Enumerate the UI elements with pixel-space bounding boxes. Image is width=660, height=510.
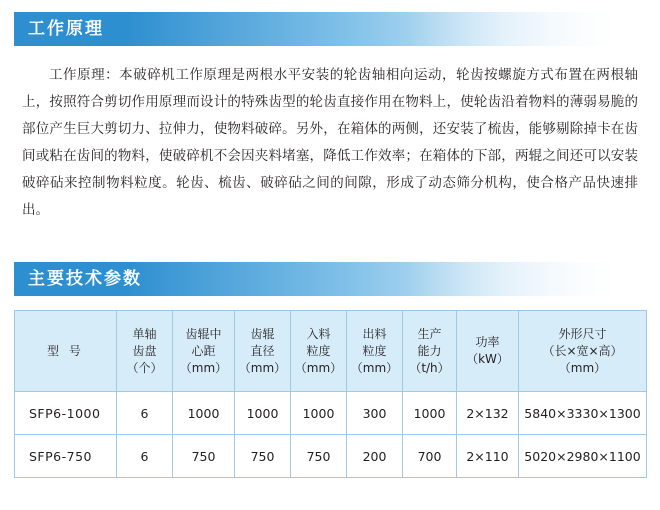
cell-model: SFP6-1000 xyxy=(15,392,117,435)
section-title-principle: 工作原理 xyxy=(28,19,104,39)
col-header-capacity: 生产 能力 （t/h） xyxy=(403,311,457,392)
col-header-disks: 单轴 齿盘 （个） xyxy=(117,311,173,392)
cell-center-distance: 1000 xyxy=(173,392,235,435)
col-header-model: 型 号 xyxy=(15,311,117,392)
section-header-principle xyxy=(14,12,646,46)
cell-dimensions: 5840×3330×1300 xyxy=(519,392,647,435)
col-header-center-distance: 齿辊中 心距 （mm） xyxy=(173,311,235,392)
cell-discharge-size: 300 xyxy=(347,392,403,435)
spec-table-wrapper xyxy=(14,310,646,478)
document-page xyxy=(0,12,660,510)
cell-disks: 6 xyxy=(117,392,173,435)
cell-power: 2×132 xyxy=(457,392,519,435)
section-header-bar xyxy=(14,12,646,46)
section-title-parameters: 主要技术参数 xyxy=(28,269,142,289)
spec-table-head xyxy=(15,311,647,392)
cell-model: SFP6-750 xyxy=(15,435,117,478)
cell-discharge-size: 200 xyxy=(347,435,403,478)
cell-capacity: 1000 xyxy=(403,392,457,435)
cell-feed-size: 750 xyxy=(291,435,347,478)
section-header-parameters xyxy=(14,262,646,296)
cell-feed-size: 1000 xyxy=(291,392,347,435)
cell-roller-diameter: 750 xyxy=(235,435,291,478)
table-row xyxy=(15,435,647,478)
cell-dimensions: 5020×2980×1100 xyxy=(519,435,647,478)
col-header-discharge-size: 出料 粒度 （mm） xyxy=(347,311,403,392)
cell-capacity: 700 xyxy=(403,435,457,478)
spec-table-body xyxy=(15,392,647,478)
col-header-power: 功率 （kW） xyxy=(457,311,519,392)
table-header-row xyxy=(15,311,647,392)
col-header-feed-size: 入料 粒度 （mm） xyxy=(291,311,347,392)
principle-paragraph: 工作原理：本破碎机工作原理是两根水平安装的轮齿轴相向运动，轮齿按螺旋方式布置在两根轴上，按照符合剪切作用原理而设计的特殊齿型的轮齿直接作用在物料上，使轮齿沿着物料的薄弱易脆的部位产生巨大剪切力、拉伸力，使物料破碎。另外，在箱体的两侧，还安装了梳齿，能够剔除掉卡在齿间或粘在齿间的物料，使破碎机不会因夹料堵塞，降低工作效率；在箱体的下部，两辊之间还可以安装破碎砧来控制物料粒度。轮齿、梳齿、破碎砧之间的间隙，形成了动态筛分机构，使合格产品快速排出。 xyxy=(22,67,638,218)
cell-center-distance: 750 xyxy=(173,435,235,478)
col-header-roller-diameter: 齿辊 直径 （mm） xyxy=(235,311,291,392)
col-header-dimensions: 外形尺寸 （长×宽×高） （mm） xyxy=(519,311,647,392)
cell-roller-diameter: 1000 xyxy=(235,392,291,435)
spec-table xyxy=(14,310,647,478)
cell-disks: 6 xyxy=(117,435,173,478)
table-row xyxy=(15,392,647,435)
spacer xyxy=(0,224,660,254)
cell-power: 2×110 xyxy=(457,435,519,478)
